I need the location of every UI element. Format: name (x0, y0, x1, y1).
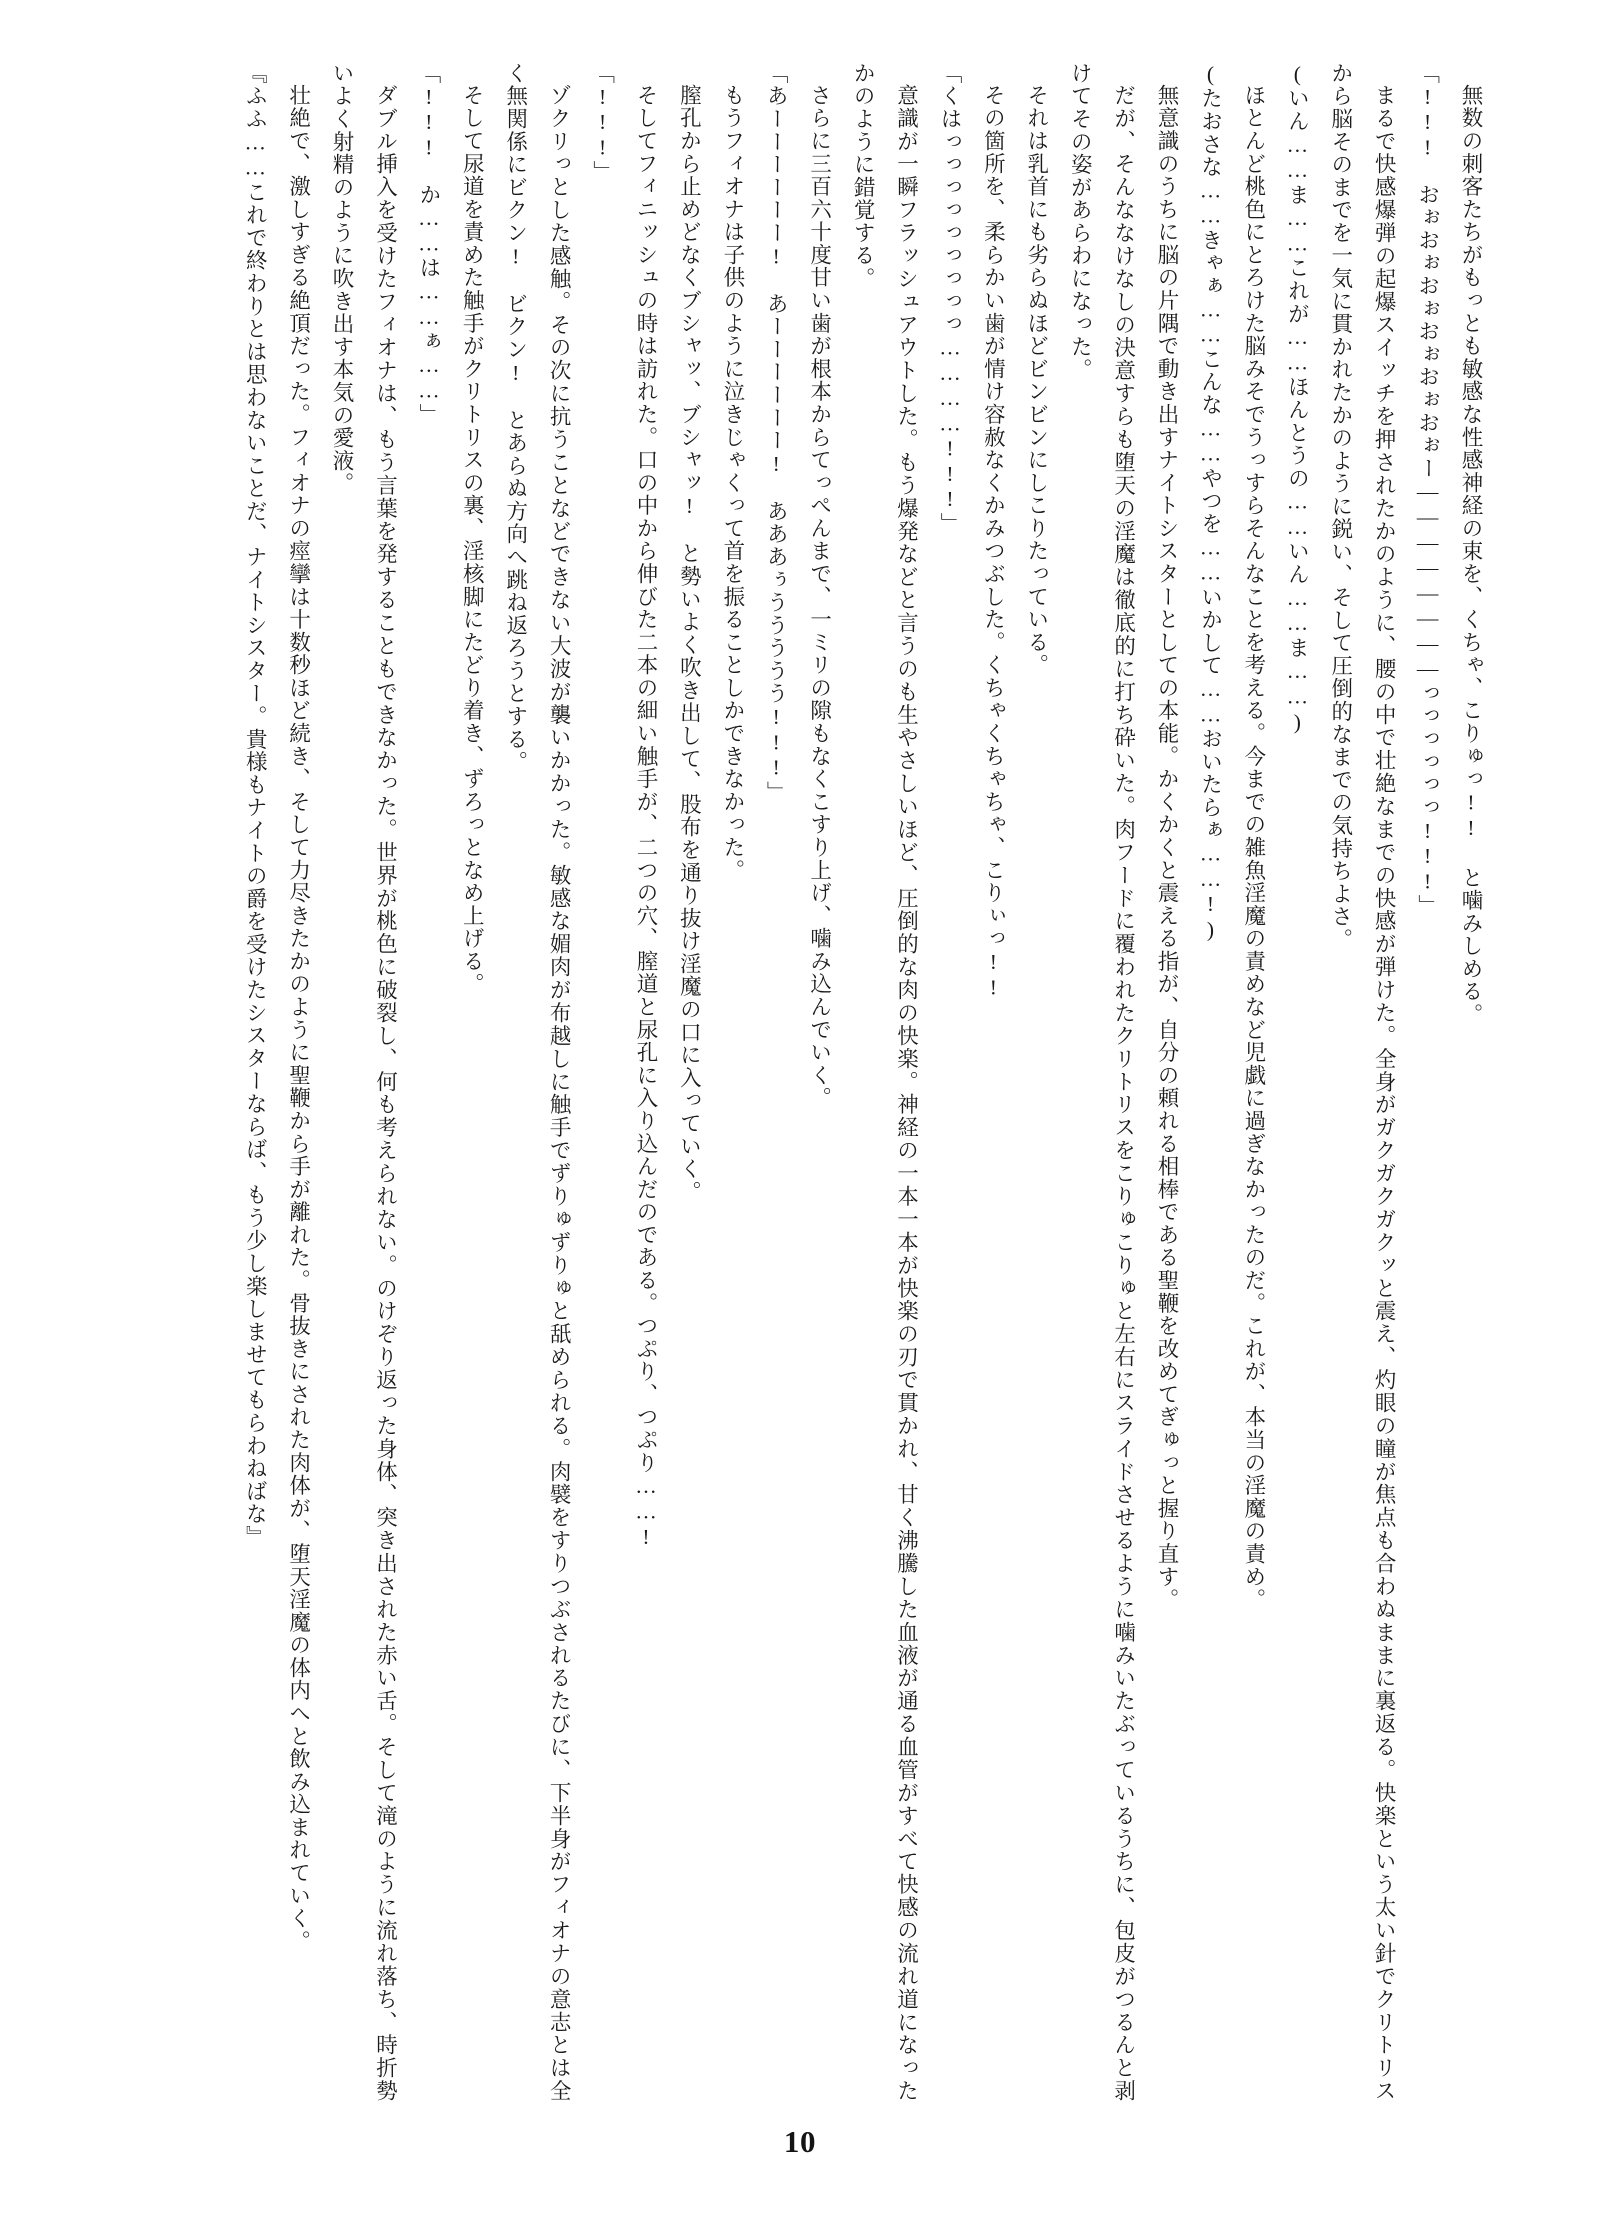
paragraph: 膣孔から止めどなくブシャッ、ブシャッ! と勢いよく吹き出して、股布を通り抜け淫魔の口に入っていく。 (677, 83, 702, 1203)
paragraph: その箇所を、柔らかい歯が情け容赦なくかみつぶした。くちゃくちゃちゃ、こりぃっ!! (981, 83, 1006, 1001)
paragraph: 「くはっっっっっっっっっ…………!!!」 (937, 62, 962, 536)
novel-body-text (102, 62, 1492, 2102)
paragraph: そしてフィニッシュの時は訪れた。口の中から伸びた二本の細い触手が、二つの穴、膣道と尿孔に入り込んだのである。つぷり、つぷり……! (633, 83, 658, 1550)
paragraph: 「!!! おぉおぉおぉおぉおぉおぉー――――――――っっっっっっ!!!」 (1415, 62, 1440, 918)
paragraph: 『ふふ……これで終わりとは思わないことだ、ナイトシスター。貴様もナイトの爵を受けたシスターならば、もう少し楽しませてもらわねばな』 (243, 62, 268, 1549)
paragraph: まるで快感爆弾の起爆スイッチを押されたかのように、腰の中で壮絶なまでの快感が弾けた。全身がガクガクガクッと震え、灼眼の瞳が焦点も合わぬままに裏返る。快楽という太い針でクリトリスから脳そのまでを一気に貫かれたかのように鋭い、そして圧倒的なまでの気持ちよさ。 (1328, 62, 1397, 2102)
paragraph: 「あーーーーーー! あーーーーーー! あああぅううううう!!!」 (764, 62, 789, 804)
page-number: 10 (783, 2124, 817, 2159)
paragraph: そして尿道を責めた触手がクリトリスの裏、淫核脚にたどり着き、ずろっとなめ上げる。 (460, 83, 485, 996)
paragraph: だが、そんななけなしの決意すらも堕天の淫魔は徹底的に打ち砕いた。肉フードに覆われたクリトリスをこりゅこりゅと左右にスライドさせるように噛みいたぶっているうちに、包皮がつるんと剥けてその姿があらわになった。 (1068, 62, 1136, 2102)
paragraph: 「!!! か……は……ぁ……」 (416, 62, 441, 427)
paragraph: もうフィオナは子供のように泣きじゃくって首を振ることしかできなかった。 (720, 83, 745, 882)
paragraph: 意識が一瞬フラッシュアウトした。もう爆発などと言うのも生やさしいほど、圧倒的な肉の快楽。神経の一本一本が快楽の刃で貫かれ、甘く沸騰した血液が通る血管がすべて快感の流れ道になったかのように錯覚する。 (851, 62, 919, 2102)
paragraph: ほとんど桃色にとろけた脳みそでうっすらそんなことを考える。今までの雑魚淫魔の責めなど児戯に過ぎなかったのだ。これが、本当の淫魔の責め。 (1241, 83, 1266, 1611)
paragraph: 壮絶で、激しすぎる絶頂だった。フィオナの痙攣は十数秒ほど続き、そして力尽きたかのように聖鞭から手が離れた。骨抜きにされた肉体が、堕天淫魔の体内へと飲み込まれていく。 (286, 83, 311, 1953)
paragraph: 無数の刺客たちがもっとも敏感な性感神経の束を、くちゃ、こりゅっ!! と噛みしめる。 (1459, 83, 1483, 1026)
paragraph: さらに三百六十度甘い歯が根本からてっぺんまで、一ミリの隙もなくこすり上げ、噛み込んでいく。 (807, 83, 832, 1110)
paragraph: ダブル挿入を受けたフィオナは、もう言葉を発することもできなかった。世界が桃色に破裂し、何も考えられない。のけぞり返った身体、突き出された赤い舌。そして滝のように流れ落ち、時折勢いよく射精のように吹き出す本気の愛液。 (330, 62, 398, 2102)
paragraph: それは乳首にも劣らぬほどビンビンにしこりたっている。 (1024, 83, 1049, 677)
paragraph: ゾクリっとした感触。その次に抗うことなどできない大波が襲いかかった。敏感な媚肉が布越しに触手でずりゅずりゅと舐められる。肉襞をすりつぶされるたびに、下半身がフィオナの意志とは全く無関係にビクン! ビクン! とあらぬ方向へ跳ね返ろうとする。 (503, 62, 572, 2102)
paragraph: (たおさな……きゃぁ……こんな……やつを……いかして……おいたらぁ……!) (1198, 62, 1223, 943)
paragraph: (いん……ま……これが……ほんとうの……いん……ま……) (1285, 62, 1310, 736)
paragraph: 「!!!」 (590, 62, 615, 184)
paragraph: 無意識のうちに脳の片隅で動き出すナイトシスターとしての本能。かくかくと震える指が、自分の頼れる相棒である聖鞭を改めてぎゅっと握り直す。 (1155, 83, 1180, 1611)
